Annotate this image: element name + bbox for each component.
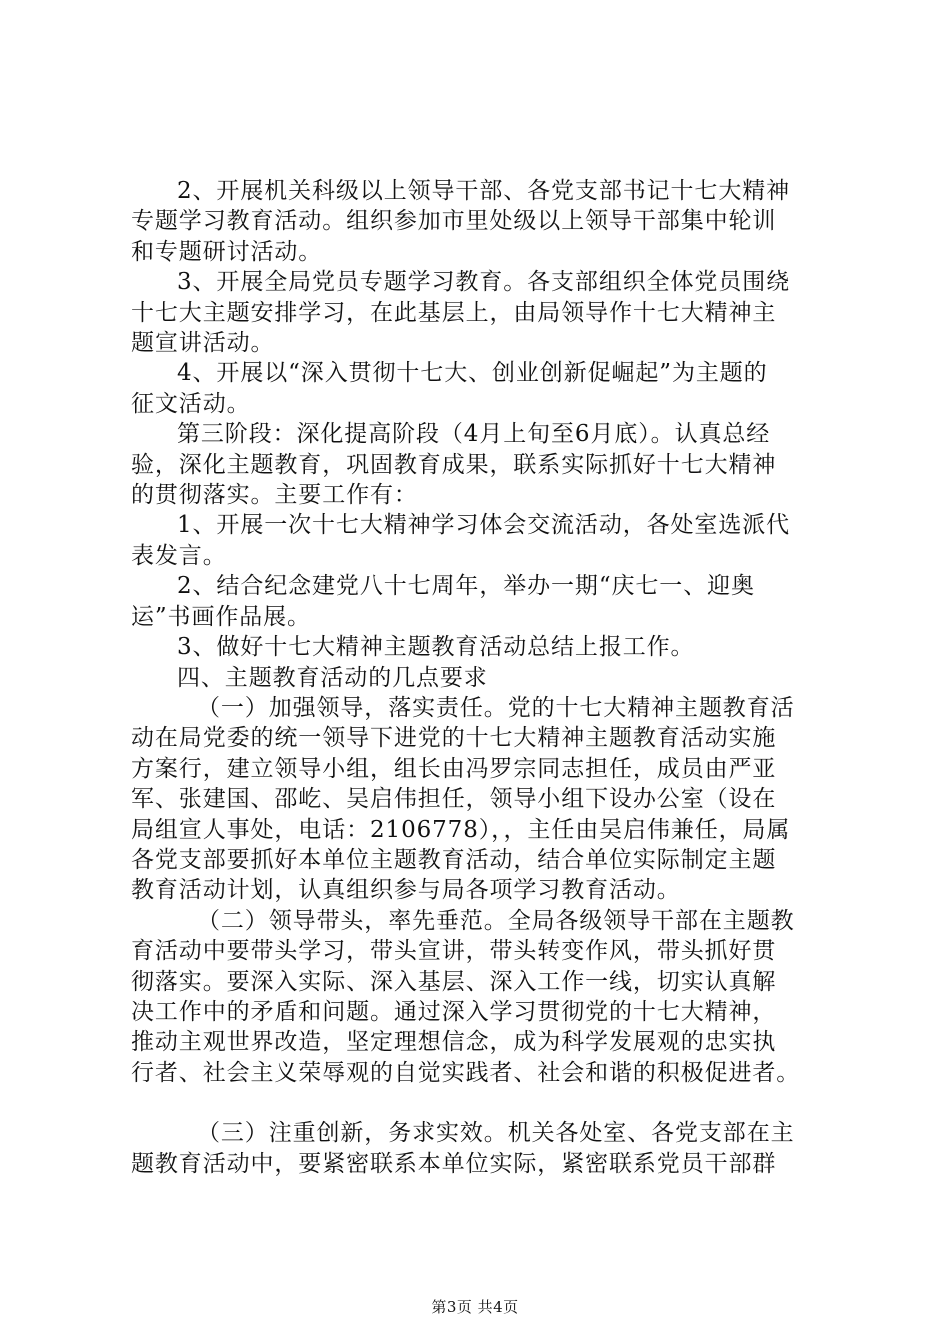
text-line: 4、开展以“深入贯彻十七大、创业创新促崛起”为主题的	[177, 360, 768, 387]
text-line: 专题学习教育活动。组织参加市里处级以上领导干部集中轮训	[131, 208, 777, 235]
text-line: 运”书画作品展。	[131, 603, 311, 630]
text-line: 题宣讲活动。	[131, 330, 275, 357]
text-line: 动在局党委的统一领导下进党的十七大精神主题教育活动实施	[131, 725, 777, 752]
text-line: 行者、社会主义荣辱观的自觉实践者、社会和谐的积极促进者。	[131, 1059, 801, 1086]
text-line: 3、开展全局党员专题学习教育。各支部组织全体党员围绕	[177, 269, 791, 296]
text-line: 各党支部要抓好本单位主题教育活动，结合单位实际制定主题	[131, 846, 777, 873]
text-line: 2、开展机关科级以上领导干部、各党支部书记十七大精神	[177, 178, 791, 204]
text-line: 决工作中的矛盾和问题。通过深入学习贯彻党的十七大精神，	[131, 998, 777, 1025]
text-line: 推动主观世界改造，坚定理想信念，成为科学发展观的忠实执	[131, 1029, 777, 1056]
text-line: 育活动中要带头学习，带头宣讲，带头转变作风，带头抓好贯	[131, 938, 777, 965]
text-line: 第三阶段：深化提高阶段（4月上旬至6月底）。认真总经	[177, 421, 771, 448]
text-line: 1、开展一次十七大精神学习体会交流活动，各处室选派代	[177, 512, 791, 539]
text-line: 2、结合纪念建党八十七周年，举办一期“庆七一、迎奥	[177, 573, 755, 600]
page-number: 第3页 共4页	[431, 1298, 519, 1316]
text-line: 征文活动。	[131, 390, 251, 417]
text-line: （三）注重创新，务求实效。机关各处室、各党支部在主	[197, 1120, 795, 1147]
text-line: 局组宣人事处，电话：2106778），，主任由吴启伟兼任，局属	[131, 816, 791, 843]
text-line: 的贯彻落实。主要工作有：	[131, 482, 418, 509]
text-line: （一）加强领导，落实责任。党的十七大精神主题教育活	[197, 694, 795, 721]
text-line: 和专题研讨活动。	[131, 238, 323, 265]
text-line: 军、张建国、邵屹、吴启伟担任，领导小组下设办公室（设在	[131, 786, 777, 813]
text-line: 3、做好十七大精神主题教育活动总结上报工作。	[177, 634, 695, 661]
text-line: （二）领导带头，率先垂范。全局各级领导干部在主题教	[197, 907, 795, 934]
text-line: 表发言。	[131, 542, 227, 569]
text-line: 题教育活动中，要紧密联系本单位实际，紧密联系党员干部群	[131, 1150, 777, 1177]
text-line: 方案行，建立领导小组，组长由冯罗宗同志担任，成员由严亚	[131, 755, 777, 782]
text-line: 教育活动计划，认真组织参与局各项学习教育活动。	[131, 877, 681, 904]
section-heading: 四、主题教育活动的几点要求	[177, 664, 488, 691]
document-body	[131, 176, 831, 1179]
text-line: 验，深化主题教育，巩固教育成果，联系实际抓好十七大精神	[131, 451, 777, 478]
text-line: 彻落实。要深入实际、深入基层、深入工作一线，切实认真解	[131, 968, 777, 995]
text-line: 十七大主题安排学习，在此基层上，由局领导作十七大精神主	[131, 299, 777, 326]
